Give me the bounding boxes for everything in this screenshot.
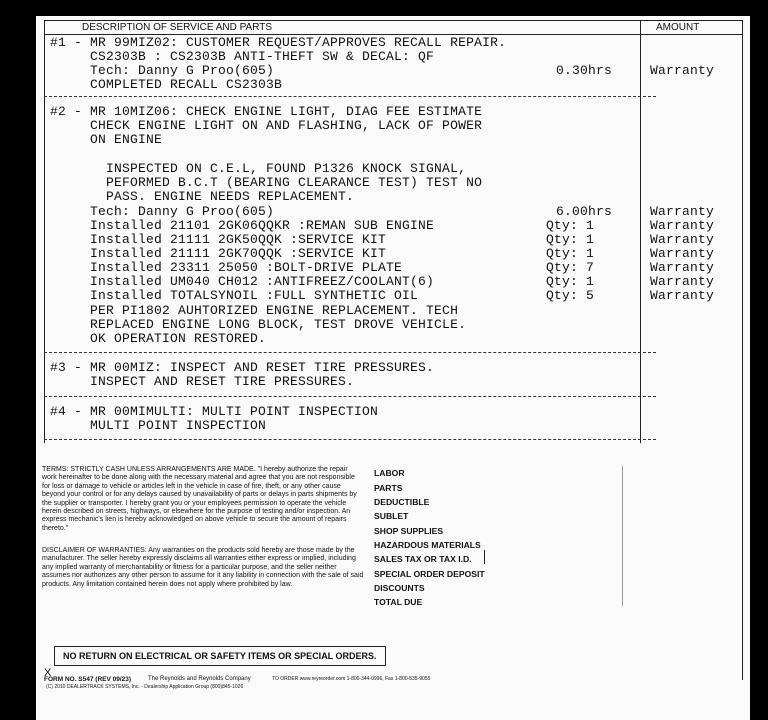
totals-label-hazardous: HAZARDOUS MATERIALS bbox=[374, 540, 481, 550]
job-2-pay-4: Warranty bbox=[650, 246, 715, 261]
totals-label-special-order: SPECIAL ORDER DEPOSIT bbox=[374, 569, 485, 579]
job-2-part-5: Installed UM040 CH012 :ANTIFREEZ/COOLANT(6) bbox=[50, 274, 435, 289]
qty-2: Qty: 1 bbox=[546, 232, 595, 247]
job-separator bbox=[44, 396, 656, 397]
job-2-line-15: PER PI1802 AUHTORIZED ENGINE REPLACEMENT. TECH bbox=[50, 303, 459, 318]
no-return-notice: NO RETURN ON ELECTRICAL OR SAFETY ITEMS OR SPECIAL ORDERS. bbox=[54, 646, 386, 666]
job-1-line-4: COMPLETED RECALL CS2303B bbox=[50, 77, 283, 92]
job-2-part-1: Installed 21101 2GK06QQKR :REMAN SUB ENGINE bbox=[50, 218, 435, 233]
totals-label-sales-tax: SALES TAX OR TAX I.D. bbox=[374, 554, 472, 564]
tax-id-divider bbox=[484, 550, 485, 564]
job-2-line-2: CHECK ENGINE LIGHT ON AND FLASHING, LACK OF POWER bbox=[50, 118, 483, 133]
job-2-line-5: INSPECTED ON C.E.L, FOUND P1326 KNOCK SIGNAL, bbox=[50, 161, 467, 176]
left-border bbox=[44, 20, 45, 443]
job-2-pay-5: Warranty bbox=[650, 260, 715, 275]
job-2-line-16: REPLACED ENGINE LONG BLOCK, TEST DROVE VEHICLE. bbox=[50, 317, 467, 332]
job-2-pay-7: Warranty bbox=[650, 288, 715, 303]
job-2-hours: 6.00hrs bbox=[556, 204, 613, 219]
disclaimer-text: DISCLAIMER OF WARRANTIES: Any warranties on the products sold hereby are those made by the manufacturer. The seller hereby expressly disclaims all warranties either express or implied, including any implied warranty of merchantability or fitness for a particular purpose, and the seller neither assumes nor authorizes any other person to assume for it any liability in connection with the sale of said products. Any limitation contained herein does not apply where prohibited by law. bbox=[42, 547, 364, 588]
form-number: FORM NO. S547 (REV 09/23) bbox=[44, 676, 132, 683]
job-2-line-3: ON ENGINE bbox=[50, 132, 163, 147]
copyright: (C) 2010 DEALERTRACK SYSTEMS, Inc. - Dealership Application Group (800)845-1026 bbox=[46, 684, 244, 690]
job-2-part-2: Installed 21111 2GK50QQK :SERVICE KIT bbox=[50, 232, 387, 247]
job-3-line-2: INSPECT AND RESET TIRE PRESSURES. bbox=[50, 374, 355, 389]
job-separator bbox=[44, 352, 656, 353]
job-separator bbox=[44, 439, 656, 440]
job-separator bbox=[44, 96, 656, 97]
job-1-line-3: Tech: Danny G Proo(605) bbox=[50, 63, 275, 78]
qty-4: Qty: 7 bbox=[546, 260, 595, 275]
totals-label-total-due: TOTAL DUE bbox=[374, 597, 423, 607]
job-3-line-1: #3 - MR 00MIZ: INSPECT AND RESET TIRE PRESSURES. bbox=[50, 360, 435, 375]
qty-3: Qty: 1 bbox=[546, 246, 595, 261]
job-2-part-4: Installed 23311 25050 :BOLT-DRIVE PLATE bbox=[50, 260, 403, 275]
totals-label-shop-supplies: SHOP SUPPLIES bbox=[374, 526, 444, 536]
totals-label-discounts: DISCOUNTS bbox=[374, 583, 425, 593]
header-top-rule bbox=[44, 20, 742, 21]
totals-column-rule bbox=[622, 466, 623, 606]
job-2-line-17: OK OPERATION RESTORED. bbox=[50, 331, 267, 346]
terms-text: TERMS: STRICTLY CASH UNLESS ARRANGEMENTS ARE MADE. "I hereby authorize the repair work hereinafter to be done along with the necessary material and agree that you are not responsible for loss or damage to vehicle or articles left in the vehicle in case of fire, theft, or any other cause beyond your control or for any delays caused by unavailability of parts or delays in parts shipments by the supplier or transporter. I hereby grant you or your employees permission to operate the vehicle herein described on streets, highways, or elsewhere for the purpose of testing and/or inspection. An express mechanic's lien is hereby acknowledged on above vehicle to secure the amount of repairs thereto." bbox=[42, 466, 357, 532]
job-4-line-2: MULTI POINT INSPECTION bbox=[50, 418, 267, 433]
qty-6: Qty: 5 bbox=[546, 288, 595, 303]
amount-column-rule bbox=[640, 20, 641, 443]
description-header: DESCRIPTION OF SERVICE AND PARTS bbox=[82, 22, 273, 33]
job-2-line-6: PEFORMED B.C.T (BEARING CLEARANCE TEST) TEST NO bbox=[50, 175, 483, 190]
totals-label-sublet: SUBLET bbox=[374, 511, 409, 521]
job-1-line-1: #1 - MR 99MIZ02: CUSTOMER REQUEST/APPROVES RECALL REPAIR. bbox=[50, 35, 507, 50]
job-2-pay-6: Warranty bbox=[650, 274, 715, 289]
job-2-tech: Tech: Danny G Proo(605) bbox=[50, 204, 275, 219]
totals-label-parts: PARTS bbox=[374, 483, 403, 493]
qty-5: Qty: 1 bbox=[546, 274, 595, 289]
totals-label-deductible: DEDUCTIBLE bbox=[374, 497, 430, 507]
job-2-part-6: Installed TOTALSYNOIL :FULL SYNTHETIC OIL bbox=[50, 288, 419, 303]
job-2-pay-2: Warranty bbox=[650, 218, 715, 233]
signature-mark: X bbox=[44, 667, 52, 679]
job-2-line-1: #2 - MR 10MIZ06: CHECK ENGINE LIGHT, DIAG FEE ESTIMATE bbox=[50, 104, 483, 119]
right-border bbox=[742, 20, 743, 680]
repair-order-document bbox=[36, 16, 750, 720]
job-2-line-7: PASS. ENGINE NEEDS REPLACEMENT. bbox=[50, 189, 355, 204]
job-1-line-2: CS2303B : CS2303B ANTI-THEFT SW & DECAL: QF bbox=[50, 49, 435, 64]
job-1-hours: 0.30hrs bbox=[556, 63, 613, 78]
job-1-pay-type: Warranty bbox=[650, 63, 715, 78]
job-2-pay-1: Warranty bbox=[650, 204, 715, 219]
order-info: TO ORDER www.reyreorder.com 1-800-344-0996, Fax 1-800-535-9055 bbox=[272, 676, 431, 682]
totals-label-labor: LABOR bbox=[374, 468, 405, 478]
job-4-line-1: #4 - MR 00MIMULTI: MULTI POINT INSPECTION bbox=[50, 404, 379, 419]
qty-1: Qty: 1 bbox=[546, 218, 595, 233]
job-2-part-3: Installed 21111 2GK70QQK :SERVICE KIT bbox=[50, 246, 387, 261]
amount-header: AMOUNT bbox=[656, 22, 700, 33]
job-2-pay-3: Warranty bbox=[650, 232, 715, 247]
company-name: The Reynolds and Reynolds Company bbox=[148, 676, 251, 682]
